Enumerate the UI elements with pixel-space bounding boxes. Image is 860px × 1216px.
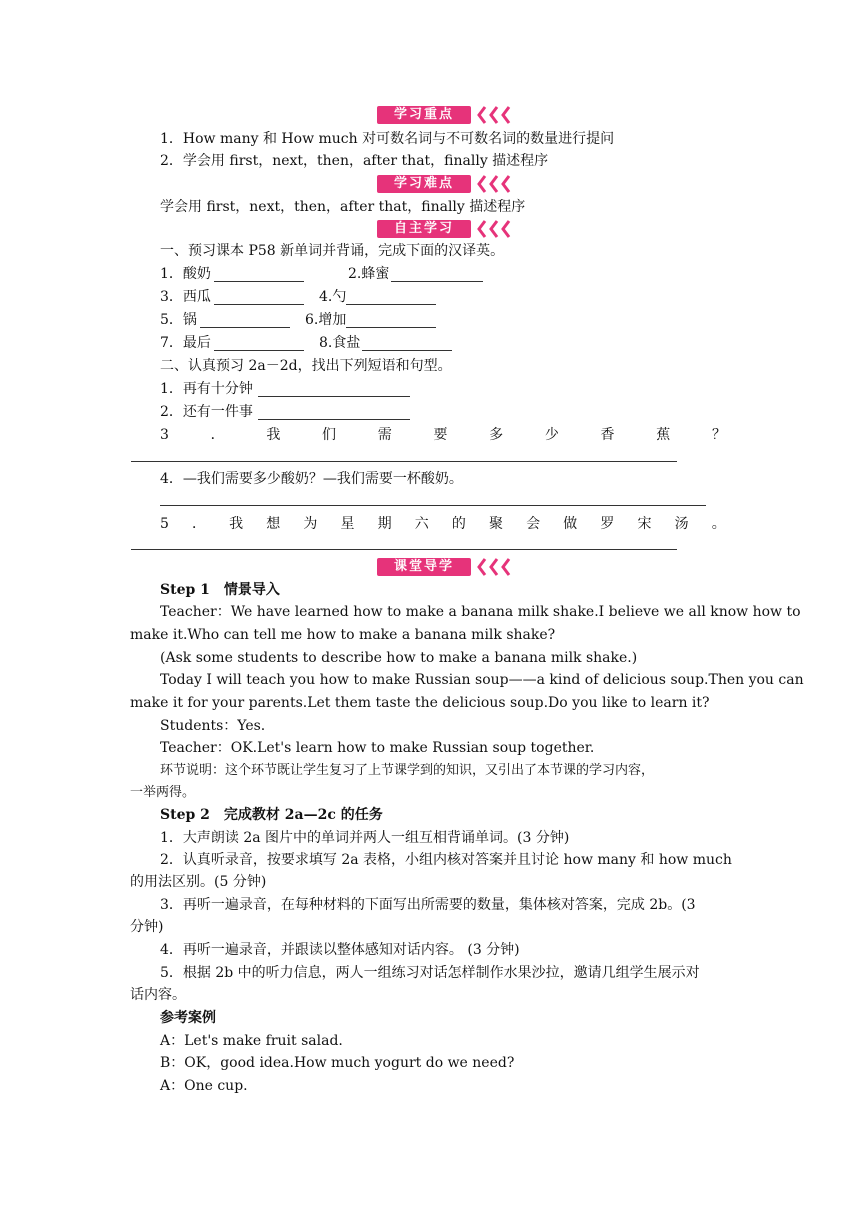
answer-blank (391, 281, 483, 282)
char: 汤 (674, 516, 689, 532)
char: 香 (600, 427, 615, 443)
answer-blank (258, 419, 410, 420)
answer-blank (160, 505, 706, 506)
answer-blank (346, 304, 436, 305)
step1-title: Step 1 情景导入 (160, 582, 280, 598)
char: 要 (433, 427, 448, 443)
answer-blank (200, 327, 290, 328)
section-title: 学习重点 (377, 106, 471, 124)
chevron-left-icon (477, 105, 487, 125)
section-banner-key-points (377, 105, 527, 125)
vocab-7: 7．最后 (160, 335, 211, 351)
step1-note-a: 环节说明：这个环节既让学生复习了上节课学到的知识，又引出了本节课的学习内容， (160, 763, 655, 778)
chevron-left-icon (477, 557, 487, 577)
self-study-intro-1: 一、预习课本 P58 新单词并背诵，完成下面的汉译英。 (160, 243, 505, 259)
step1-teacher-line-b: make it.Who can tell me how to make a banana milk shake? (130, 627, 556, 643)
char: 需 (377, 427, 392, 443)
step2-title: Step 2 完成教材 2a—2c 的任务 (160, 807, 383, 823)
char: 的 (451, 516, 466, 532)
vocab-4: 4.勺 (319, 289, 347, 305)
phrase-5 (160, 515, 726, 533)
vocab-1: 1．酸奶 (160, 266, 211, 282)
step1-teacher-2: Teacher：OK.Let's learn how to make Russian soup together. (160, 740, 595, 756)
step2-item-2a: 2．认真听录音，按要求填写 2a 表格，小组内核对答案并且讨论 how many 和 how much (160, 852, 732, 868)
char: ． (210, 427, 225, 443)
vocab-6: 6.增加 (305, 312, 347, 328)
dialogue-line: A：Let's make fruit salad. (160, 1033, 343, 1049)
char: 3 (160, 427, 169, 443)
char: ． (192, 516, 207, 532)
step2-item-5b: 话内容。 (130, 987, 186, 1003)
chevron-left-icon (489, 219, 499, 239)
chevron-left-icon (501, 174, 511, 194)
char: 蕉 (656, 427, 671, 443)
char: 5 (160, 516, 169, 532)
section-title: 学习难点 (377, 175, 471, 193)
vocab-3: 3．西瓜 (160, 289, 211, 305)
answer-blank (214, 281, 304, 282)
vocab-8: 8.食盐 (319, 335, 361, 351)
chevron-left-icon (477, 219, 487, 239)
chevron-left-icon (489, 557, 499, 577)
char: 我 (229, 516, 244, 532)
char: 星 (340, 516, 355, 532)
key-point-1: 1．How many 和 How much 对可数名词与不可数名词的数量进行提问 (160, 131, 615, 147)
char: 宋 (637, 516, 652, 532)
chevron-left-icon (489, 174, 499, 194)
char: 六 (414, 516, 429, 532)
section-banner-difficulties (377, 174, 527, 194)
char: 们 (322, 427, 337, 443)
step2-item-3b: 分钟) (130, 919, 164, 935)
char: 想 (266, 516, 281, 532)
char: 期 (377, 516, 392, 532)
chevron-left-icon (501, 105, 511, 125)
answer-blank (346, 327, 436, 328)
step1-students: Students：Yes. (160, 718, 266, 734)
step1-note-b: 一举两得。 (130, 785, 196, 800)
char: 做 (563, 516, 578, 532)
dialogue-line: A：One cup. (160, 1078, 248, 1094)
step1-ask: (Ask some students to describe how to make a banana milk shake.) (160, 650, 638, 666)
phrase-4: 4．—我们需要多少酸奶？—我们需要一杯酸奶。 (160, 471, 463, 487)
answer-blank (214, 350, 304, 351)
chevron-left-icon (501, 557, 511, 577)
step1-today-line-a: Today I will teach you how to make Russian soup——a kind of delicious soup.Then you can (160, 672, 804, 688)
step2-item-5a: 5．根据 2b 中的听力信息，两人一组练习对话怎样制作水果沙拉，邀请几组学生展示对 (160, 965, 700, 981)
section-banner-self-study (377, 219, 527, 239)
answer-blank (214, 304, 304, 305)
answer-blank (131, 461, 677, 462)
chevron-left-icon (501, 219, 511, 239)
phrase-2: 2．还有一件事 (160, 404, 253, 420)
answer-blank (362, 350, 452, 351)
answer-blank (258, 396, 410, 397)
char: 会 (526, 516, 541, 532)
step1-today-line-b: make it for your parents.Let them taste the delicious soup.Do you like to learn it? (130, 695, 710, 711)
char: 我 (266, 427, 281, 443)
phrase-3 (160, 426, 726, 444)
answer-blank (131, 549, 677, 550)
step2-item-4: 4．再听一遍录音，并跟读以整体感知对话内容。 (3 分钟) (160, 942, 520, 958)
key-point-2: 2．学会用 first，next，then，after that，finally 描述程序 (160, 153, 549, 169)
char: 。 (711, 516, 726, 532)
char: 聚 (489, 516, 504, 532)
dialogue-line: B：OK，good idea.How much yogurt do we need? (160, 1055, 515, 1071)
difficulty-text: 学会用 first，next，then，after that，finally 描述程序 (160, 199, 526, 215)
step1-teacher-line-a: Teacher：We have learned how to make a banana milk shake.I believe we all know how to (160, 604, 801, 620)
chevron-left-icon (477, 174, 487, 194)
section-title: 自主学习 (377, 220, 471, 238)
step2-item-3a: 3．再听一遍录音，在每种材料的下面写出所需要的数量，集体核对答案，完成 2b。(3 (160, 897, 696, 913)
step2-item-1: 1．大声朗读 2a 图片中的单词并两人一组互相背诵单词。(3 分钟) (160, 830, 570, 846)
self-study-intro-2: 二、认真预习 2a－2d，找出下列短语和句型。 (160, 358, 452, 374)
char: ？ (711, 427, 726, 443)
step2-item-2b: 的用法区别。(5 分钟) (130, 874, 267, 890)
char: 为 (303, 516, 318, 532)
char: 多 (489, 427, 504, 443)
vocab-5: 5．锅 (160, 312, 197, 328)
chevron-left-icon (489, 105, 499, 125)
example-title: 参考案例 (160, 1010, 216, 1026)
char: 罗 (600, 516, 615, 532)
section-banner-class-guide (377, 557, 527, 577)
vocab-2: 2.蜂蜜 (348, 266, 390, 282)
char: 少 (544, 427, 559, 443)
section-title: 课堂导学 (377, 558, 471, 576)
phrase-1: 1．再有十分钟 (160, 381, 253, 397)
